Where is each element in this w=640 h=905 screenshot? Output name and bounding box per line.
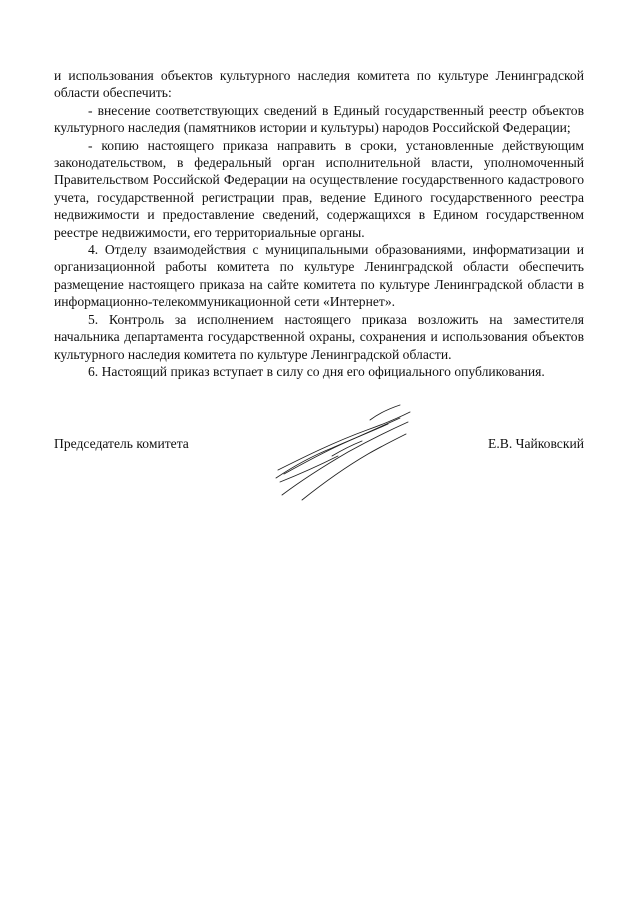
signatory-position: Председатель комитета: [54, 436, 189, 451]
document-body: [54, 67, 584, 380]
signatory-name: Е.В. Чайковский: [488, 436, 584, 451]
paragraph-item-4: 4. Отделу взаимодействия с муниципальными образованиями, информатизации и организационной работы комитета по культуре Ленинградской области обеспечить размещение настоящего приказа на сайте комитета по культуре Ленинградской области в информационно-телекоммуникационной сети «Интернет».: [54, 242, 584, 310]
paragraph-continuation: и использования объектов культурного наследия комитета по культуре Ленинградской области обеспечить:: [54, 68, 584, 101]
paragraph-copy-order: - копию настоящего приказа направить в сроки, установленные действующим законодательством, в федеральный орган исполнительной власти, уполномоченный Правительством Российской Федерации на осуществление государственного кадастрового учета, государственной регистрации прав, ведение Единого государственного реестра недвижимости и предоставление сведений, содержащихся в Едином государственном реестре недвижимости, его территориальные органы.: [54, 137, 584, 240]
paragraph-item-5: 5. Контроль за исполнением настоящего приказа возложить на заместителя начальника департамента государственной охраны, сохранения и использования объектов культурного наследия комитета по культуре Ленинградской области.: [54, 311, 584, 362]
handwritten-signature: [272, 400, 422, 505]
paragraph-registry-entry: - внесение соответствующих сведений в Единый государственный реестр объектов культурного наследия (памятников истории и культуры) народов Российской Федерации;: [54, 102, 584, 136]
paragraph-item-6: 6. Настоящий приказ вступает в силу со дня его официального опубликования.: [88, 363, 545, 379]
